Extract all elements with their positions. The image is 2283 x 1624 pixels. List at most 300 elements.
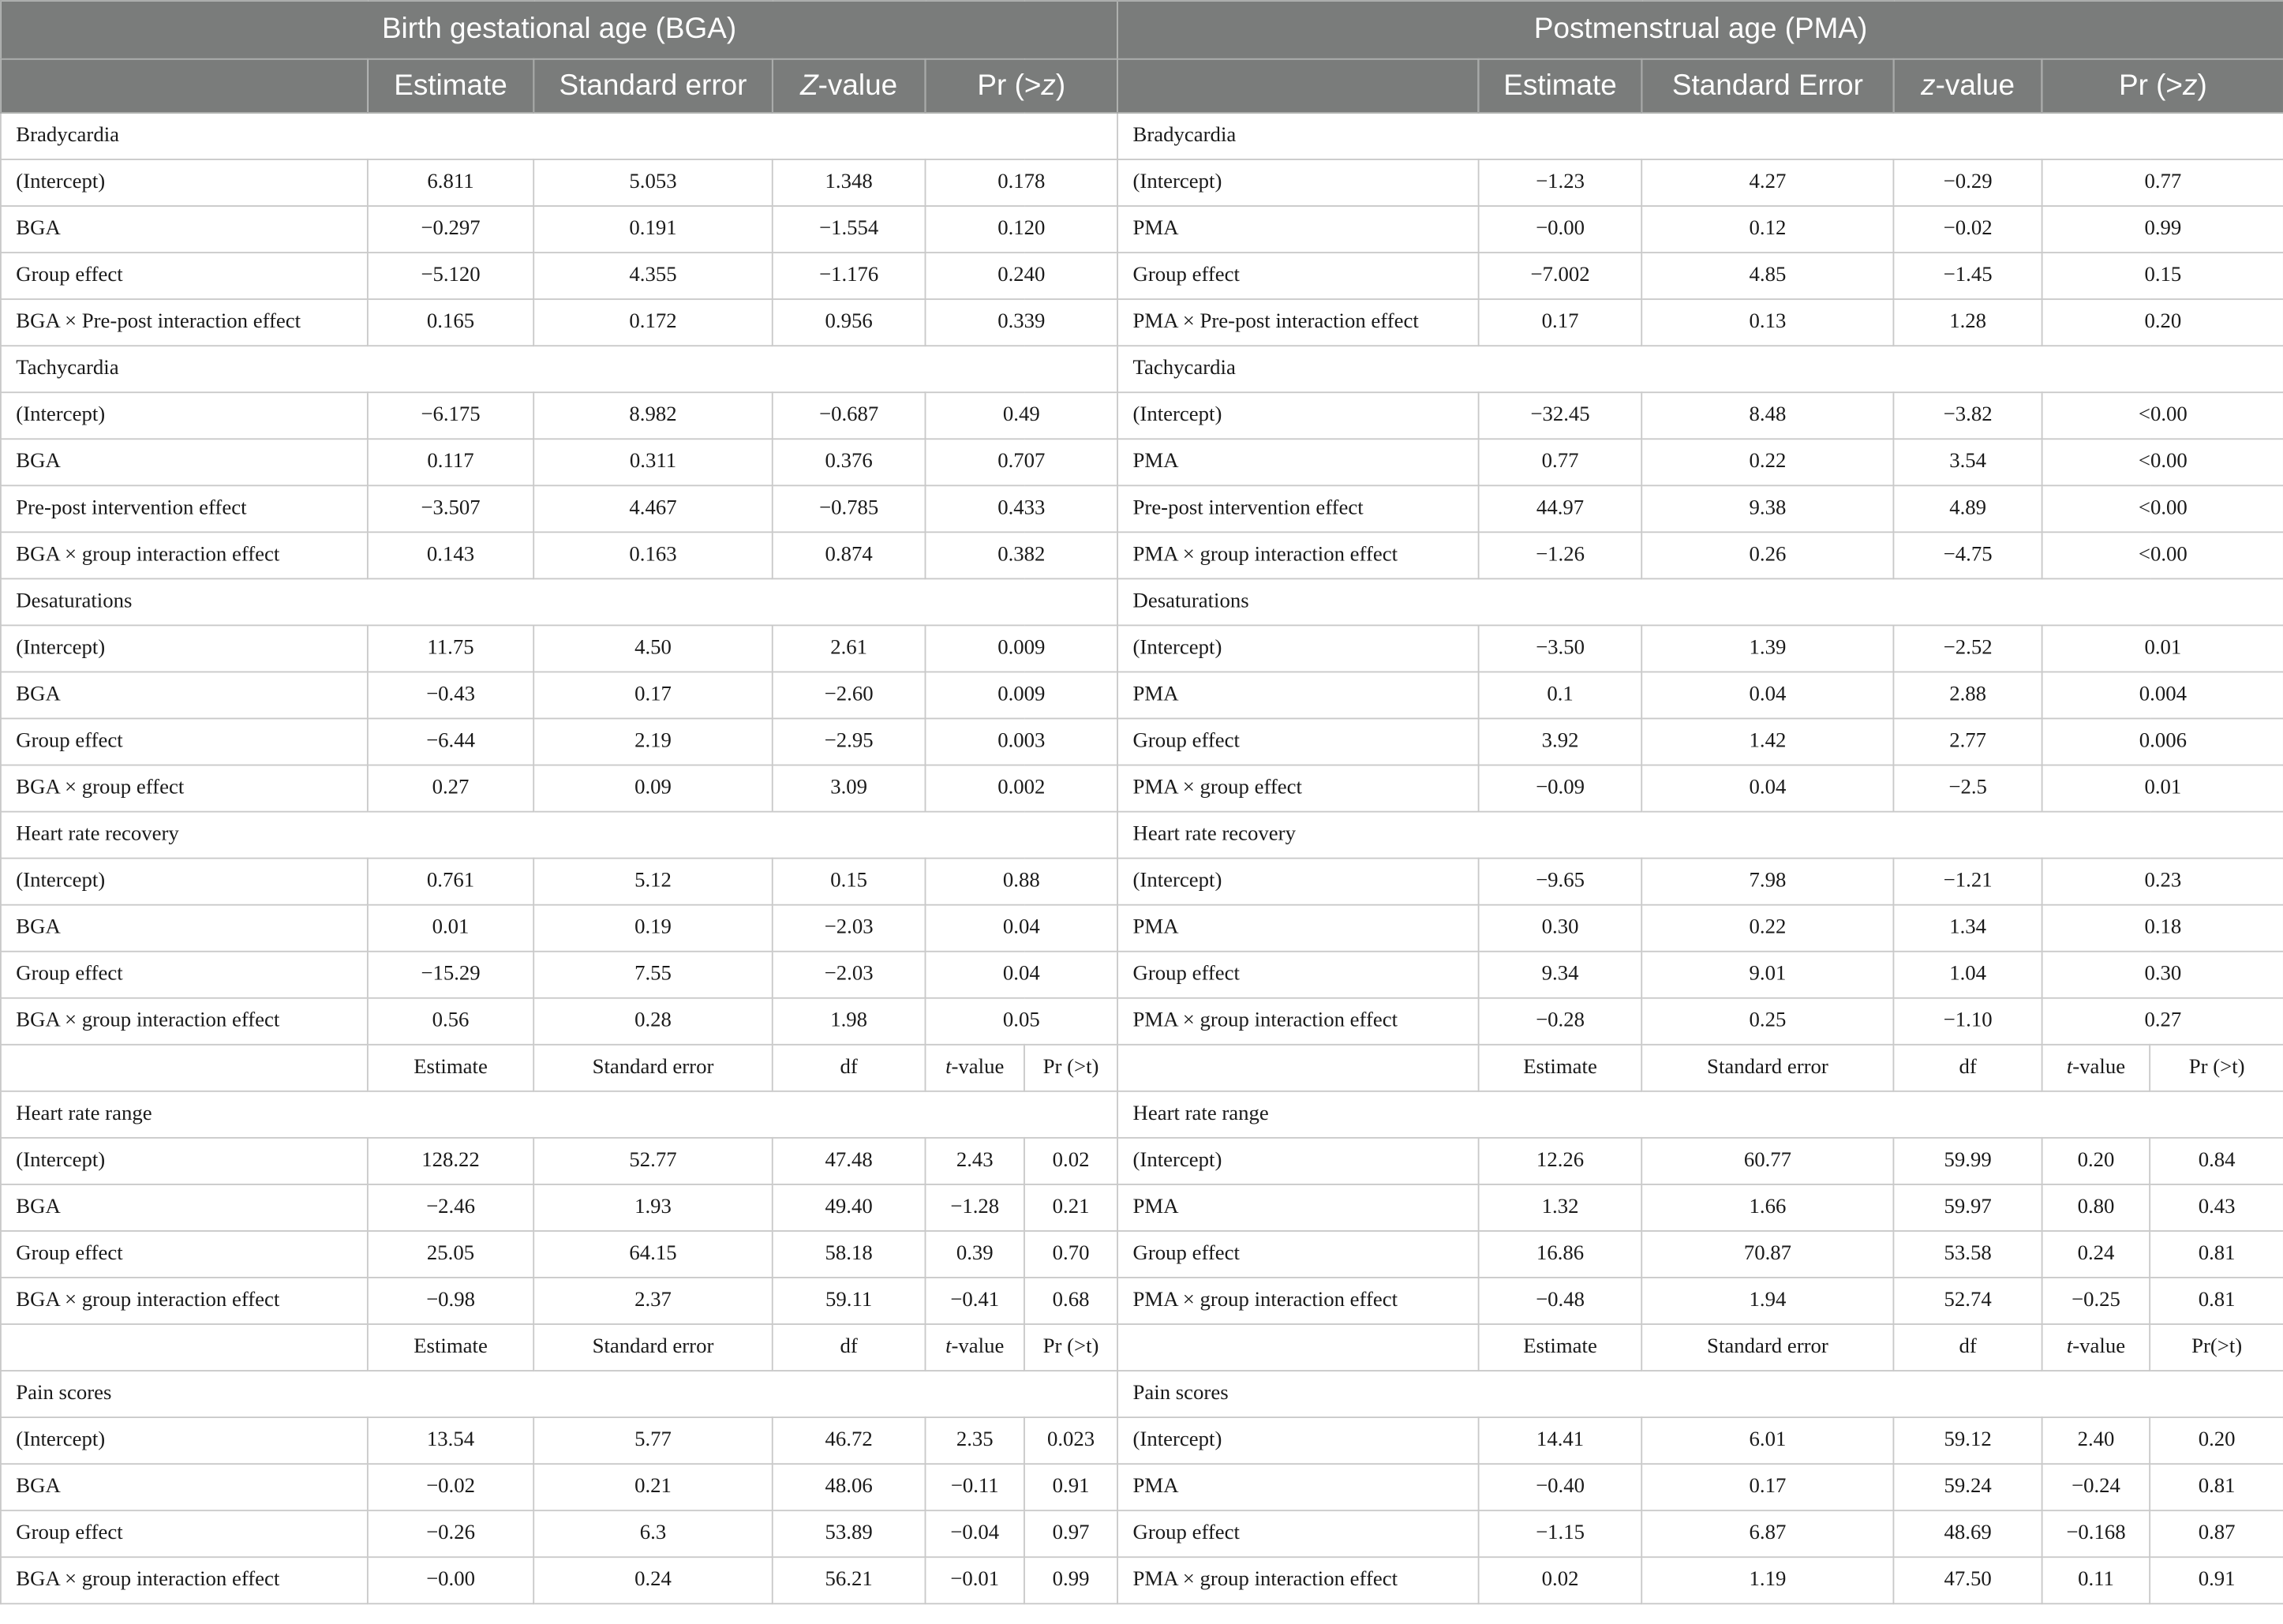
- p-value-left: 0.003: [925, 719, 1117, 765]
- p-value-left: 0.88: [925, 859, 1117, 905]
- p-value-left: 0.009: [925, 672, 1117, 718]
- sub-header-df-left: df: [773, 1045, 926, 1091]
- term-label-left: BGA × group interaction effect: [1, 998, 368, 1045]
- term-label-right: (Intercept): [1117, 859, 1479, 905]
- z-value-left: 3.09: [773, 765, 926, 812]
- z-value-right: 1.04: [1894, 952, 2042, 998]
- z-value-left: 0.376: [773, 439, 926, 485]
- z-value-left: 0.956: [773, 299, 926, 346]
- estimate-right: 12.26: [1479, 1138, 1642, 1184]
- sub-header-blank-right: [1117, 1324, 1479, 1371]
- estimate-left: −0.02: [368, 1464, 533, 1510]
- sub-header-df-left: df: [773, 1324, 926, 1371]
- sub-header-row: [1, 1045, 2283, 1091]
- estimate-left: 0.56: [368, 998, 533, 1045]
- section-title-right: Heart rate recovery: [1117, 812, 2283, 859]
- z-value-left: −2.60: [773, 672, 926, 718]
- std-error-left: 2.37: [533, 1278, 773, 1324]
- table-row: [1, 952, 2283, 998]
- std-error-left: 0.28: [533, 998, 773, 1045]
- header-col-estimate-right: Estimate: [1479, 59, 1642, 113]
- t-value-left: −0.04: [925, 1510, 1024, 1557]
- df-left: 58.18: [773, 1231, 926, 1278]
- std-error-left: 0.191: [533, 206, 773, 253]
- z-value-right: 4.89: [1894, 485, 2042, 532]
- df-right: 59.12: [1894, 1417, 2042, 1464]
- p-value-right: 0.01: [2042, 625, 2283, 672]
- p-value-right: 0.43: [2150, 1184, 2283, 1231]
- estimate-left: 128.22: [368, 1138, 533, 1184]
- t-value-right: −0.25: [2042, 1278, 2150, 1324]
- p-value-left: 0.382: [925, 532, 1117, 578]
- df-left: 59.11: [773, 1278, 926, 1324]
- table-row: [1, 859, 2283, 905]
- std-error-right: 4.85: [1641, 253, 1893, 299]
- std-error-left: 4.467: [533, 485, 773, 532]
- term-label-right: PMA: [1117, 206, 1479, 253]
- t-value-left: −0.41: [925, 1278, 1024, 1324]
- df-right: 48.69: [1894, 1510, 2042, 1557]
- z-value-right: 1.34: [1894, 905, 2042, 952]
- table-row: [1, 998, 2283, 1045]
- term-label-left: BGA: [1, 206, 368, 253]
- z-value-left: 0.874: [773, 532, 926, 578]
- header-col-zvalue-left: Z-value: [773, 59, 926, 113]
- p-value-left: 0.97: [1024, 1510, 1117, 1557]
- sub-header-blank-left: [1, 1045, 368, 1091]
- p-value-right: 0.87: [2150, 1510, 2283, 1557]
- p-value-left: 0.023: [1024, 1417, 1117, 1464]
- std-error-left: 1.93: [533, 1184, 773, 1231]
- table-row: [1, 439, 2283, 485]
- p-value-left: 0.05: [925, 998, 1117, 1045]
- z-value-right: 1.28: [1894, 299, 2042, 346]
- p-value-right: 0.84: [2150, 1138, 2283, 1184]
- header-blank-right: [1117, 59, 1479, 113]
- estimate-left: 13.54: [368, 1417, 533, 1464]
- term-label-left: (Intercept): [1, 625, 368, 672]
- df-left: 47.48: [773, 1138, 926, 1184]
- std-error-right: 1.39: [1641, 625, 1893, 672]
- std-error-right: 1.42: [1641, 719, 1893, 765]
- p-value-left: 0.68: [1024, 1278, 1117, 1324]
- term-label-right: PMA × group interaction effect: [1117, 998, 1479, 1045]
- estimate-left: −2.46: [368, 1184, 533, 1231]
- estimate-right: 0.30: [1479, 905, 1642, 952]
- header-col-p-left: Pr (>z): [925, 59, 1117, 113]
- p-value-right: 0.20: [2150, 1417, 2283, 1464]
- term-label-right: PMA × Pre-post interaction effect: [1117, 299, 1479, 346]
- p-value-left: 0.70: [1024, 1231, 1117, 1278]
- term-label-left: BGA: [1, 672, 368, 718]
- std-error-right: 7.98: [1641, 859, 1893, 905]
- term-label-right: PMA: [1117, 1184, 1479, 1231]
- table-row: [1, 299, 2283, 346]
- table-row: [1, 253, 2283, 299]
- std-error-right: 9.01: [1641, 952, 1893, 998]
- term-label-left: Group effect: [1, 1231, 368, 1278]
- table-body: [1, 113, 2283, 1603]
- std-error-left: 52.77: [533, 1138, 773, 1184]
- header-blank-left: [1, 59, 368, 113]
- estimate-left: 0.143: [368, 532, 533, 578]
- z-value-right: −0.02: [1894, 206, 2042, 253]
- term-label-left: BGA: [1, 905, 368, 952]
- estimate-left: 0.761: [368, 859, 533, 905]
- z-value-right: 3.54: [1894, 439, 2042, 485]
- term-label-right: Group effect: [1117, 719, 1479, 765]
- p-value-right: <0.00: [2042, 485, 2283, 532]
- p-value-left: 0.120: [925, 206, 1117, 253]
- z-value-right: −4.75: [1894, 532, 2042, 578]
- estimate-right: −0.48: [1479, 1278, 1642, 1324]
- section-title-left: Heart rate range: [1, 1091, 1117, 1138]
- std-error-right: 0.25: [1641, 998, 1893, 1045]
- p-value-right: 0.01: [2042, 765, 2283, 812]
- sub-header-std-error-right: Standard error: [1641, 1045, 1893, 1091]
- df-right: 47.50: [1894, 1557, 2042, 1603]
- std-error-right: 1.94: [1641, 1278, 1893, 1324]
- term-label-right: Pre-post intervention effect: [1117, 485, 1479, 532]
- z-value-left: −2.03: [773, 952, 926, 998]
- z-value-left: −1.554: [773, 206, 926, 253]
- std-error-left: 5.77: [533, 1417, 773, 1464]
- table-row: [1, 392, 2283, 439]
- term-label-left: BGA × Pre-post interaction effect: [1, 299, 368, 346]
- std-error-right: 6.01: [1641, 1417, 1893, 1464]
- estimate-left: 0.01: [368, 905, 533, 952]
- std-error-right: 1.19: [1641, 1557, 1893, 1603]
- term-label-right: PMA: [1117, 672, 1479, 718]
- header-row-top: [1, 1, 2283, 59]
- t-value-right: −0.24: [2042, 1464, 2150, 1510]
- estimate-right: 1.32: [1479, 1184, 1642, 1231]
- table-row: [1, 1510, 2283, 1557]
- std-error-left: 2.19: [533, 719, 773, 765]
- table-row: [1, 1184, 2283, 1231]
- p-value-right: 0.99: [2042, 206, 2283, 253]
- table-row: [1, 1464, 2283, 1510]
- std-error-right: 0.22: [1641, 439, 1893, 485]
- estimate-left: 11.75: [368, 625, 533, 672]
- estimate-right: 0.02: [1479, 1557, 1642, 1603]
- term-label-left: (Intercept): [1, 1417, 368, 1464]
- sub-header-blank-left: [1, 1324, 368, 1371]
- std-error-right: 0.22: [1641, 905, 1893, 952]
- sub-header-std-error-left: Standard error: [533, 1045, 773, 1091]
- sub-header-p-value-right: Pr (>t): [2150, 1045, 2283, 1091]
- term-label-left: Group effect: [1, 952, 368, 998]
- term-label-left: Group effect: [1, 719, 368, 765]
- t-value-right: 2.40: [2042, 1417, 2150, 1464]
- table-row: [1, 1278, 2283, 1324]
- t-value-right: 0.80: [2042, 1184, 2150, 1231]
- term-label-left: BGA × group interaction effect: [1, 1278, 368, 1324]
- table-row: [1, 765, 2283, 812]
- section-title-left: Pain scores: [1, 1371, 1117, 1417]
- t-value-right: −0.168: [2042, 1510, 2150, 1557]
- estimate-right: −7.002: [1479, 253, 1642, 299]
- p-value-right: 0.81: [2150, 1278, 2283, 1324]
- std-error-left: 5.053: [533, 159, 773, 206]
- std-error-left: 0.311: [533, 439, 773, 485]
- p-value-right: 0.81: [2150, 1231, 2283, 1278]
- std-error-right: 0.04: [1641, 672, 1893, 718]
- header-row-columns: [1, 59, 2283, 113]
- p-value-right: <0.00: [2042, 532, 2283, 578]
- p-value-left: 0.339: [925, 299, 1117, 346]
- sub-header-t-value-right: t-value: [2042, 1045, 2150, 1091]
- p-value-left: 0.178: [925, 159, 1117, 206]
- t-value-left: −1.28: [925, 1184, 1024, 1231]
- df-left: 56.21: [773, 1557, 926, 1603]
- t-value-left: 0.39: [925, 1231, 1024, 1278]
- term-label-left: BGA × group interaction effect: [1, 1557, 368, 1603]
- std-error-right: 0.13: [1641, 299, 1893, 346]
- sub-header-estimate-left: Estimate: [368, 1045, 533, 1091]
- z-value-right: −2.52: [1894, 625, 2042, 672]
- z-value-left: −2.03: [773, 905, 926, 952]
- term-label-left: Pre-post intervention effect: [1, 485, 368, 532]
- estimate-right: 0.17: [1479, 299, 1642, 346]
- term-label-right: PMA × group effect: [1117, 765, 1479, 812]
- p-value-left: 0.04: [925, 952, 1117, 998]
- z-value-right: 2.88: [1894, 672, 2042, 718]
- estimate-right: −9.65: [1479, 859, 1642, 905]
- sub-header-std-error-left: Standard error: [533, 1324, 773, 1371]
- t-value-left: −0.01: [925, 1557, 1024, 1603]
- df-left: 49.40: [773, 1184, 926, 1231]
- term-label-left: BGA: [1, 1464, 368, 1510]
- section-title-left: Tachycardia: [1, 346, 1117, 392]
- z-value-left: −0.687: [773, 392, 926, 439]
- table-row: [1, 719, 2283, 765]
- sub-header-p-value-left: Pr (>t): [1024, 1045, 1117, 1091]
- std-error-right: 60.77: [1641, 1138, 1893, 1184]
- std-error-left: 4.355: [533, 253, 773, 299]
- estimate-right: −1.15: [1479, 1510, 1642, 1557]
- t-value-left: 2.35: [925, 1417, 1024, 1464]
- sub-header-blank-right: [1117, 1045, 1479, 1091]
- table-row: [1, 905, 2283, 952]
- table-row: [1, 485, 2283, 532]
- std-error-right: 6.87: [1641, 1510, 1893, 1557]
- df-right: 59.24: [1894, 1464, 2042, 1510]
- estimate-left: −15.29: [368, 952, 533, 998]
- term-label-right: (Intercept): [1117, 1138, 1479, 1184]
- z-value-right: −1.21: [1894, 859, 2042, 905]
- section-title-left: Heart rate recovery: [1, 812, 1117, 859]
- estimate-right: 0.77: [1479, 439, 1642, 485]
- term-label-left: (Intercept): [1, 159, 368, 206]
- z-value-right: −3.82: [1894, 392, 2042, 439]
- std-error-left: 0.21: [533, 1464, 773, 1510]
- section-title-left: Desaturations: [1, 578, 1117, 625]
- term-label-right: PMA: [1117, 439, 1479, 485]
- section-title-row: [1, 346, 2283, 392]
- df-right: 53.58: [1894, 1231, 2042, 1278]
- estimate-right: −0.28: [1479, 998, 1642, 1045]
- estimate-left: 6.811: [368, 159, 533, 206]
- estimate-right: −1.26: [1479, 532, 1642, 578]
- df-left: 46.72: [773, 1417, 926, 1464]
- estimate-left: 25.05: [368, 1231, 533, 1278]
- section-title-row: [1, 578, 2283, 625]
- p-value-right: 0.23: [2042, 859, 2283, 905]
- term-label-right: Group effect: [1117, 952, 1479, 998]
- p-value-left: 0.240: [925, 253, 1117, 299]
- sub-header-estimate-right: Estimate: [1479, 1324, 1642, 1371]
- p-value-left: 0.49: [925, 392, 1117, 439]
- section-title-right: Heart rate range: [1117, 1091, 2283, 1138]
- term-label-left: BGA: [1, 439, 368, 485]
- p-value-right: 0.004: [2042, 672, 2283, 718]
- term-label-right: PMA: [1117, 1464, 1479, 1510]
- header-col-se-right: Standard Error: [1641, 59, 1893, 113]
- p-value-right: 0.006: [2042, 719, 2283, 765]
- std-error-right: 0.12: [1641, 206, 1893, 253]
- term-label-right: (Intercept): [1117, 159, 1479, 206]
- df-right: 59.97: [1894, 1184, 2042, 1231]
- sub-header-df-right: df: [1894, 1045, 2042, 1091]
- term-label-right: PMA: [1117, 905, 1479, 952]
- estimate-left: −0.43: [368, 672, 533, 718]
- std-error-left: 5.12: [533, 859, 773, 905]
- estimate-right: −1.23: [1479, 159, 1642, 206]
- header-col-se-left: Standard error: [533, 59, 773, 113]
- estimate-left: −0.26: [368, 1510, 533, 1557]
- p-value-left: 0.04: [925, 905, 1117, 952]
- std-error-left: 4.50: [533, 625, 773, 672]
- term-label-left: Group effect: [1, 1510, 368, 1557]
- std-error-left: 6.3: [533, 1510, 773, 1557]
- estimate-left: −6.175: [368, 392, 533, 439]
- std-error-left: 0.163: [533, 532, 773, 578]
- t-value-right: 0.20: [2042, 1138, 2150, 1184]
- sub-header-t-value-right: t-value: [2042, 1324, 2150, 1371]
- estimate-left: −0.00: [368, 1557, 533, 1603]
- header-col-estimate-left: Estimate: [368, 59, 533, 113]
- p-value-right: <0.00: [2042, 392, 2283, 439]
- p-value-left: 0.99: [1024, 1557, 1117, 1603]
- p-value-left: 0.21: [1024, 1184, 1117, 1231]
- df-left: 53.89: [773, 1510, 926, 1557]
- z-value-right: −2.5: [1894, 765, 2042, 812]
- estimate-left: 0.165: [368, 299, 533, 346]
- section-title-right: Tachycardia: [1117, 346, 2283, 392]
- term-label-right: Group effect: [1117, 1231, 1479, 1278]
- p-value-right: <0.00: [2042, 439, 2283, 485]
- std-error-left: 8.982: [533, 392, 773, 439]
- sub-header-t-value-left: t-value: [925, 1045, 1024, 1091]
- term-label-right: PMA × group interaction effect: [1117, 532, 1479, 578]
- sub-header-p-value-left: Pr (>t): [1024, 1324, 1117, 1371]
- std-error-left: 0.19: [533, 905, 773, 952]
- sub-header-df-right: df: [1894, 1324, 2042, 1371]
- std-error-left: 7.55: [533, 952, 773, 998]
- p-value-right: 0.15: [2042, 253, 2283, 299]
- estimate-right: −0.40: [1479, 1464, 1642, 1510]
- p-value-left: 0.707: [925, 439, 1117, 485]
- std-error-right: 8.48: [1641, 392, 1893, 439]
- df-right: 52.74: [1894, 1278, 2042, 1324]
- z-value-left: −1.176: [773, 253, 926, 299]
- z-value-right: −0.29: [1894, 159, 2042, 206]
- p-value-right: 0.77: [2042, 159, 2283, 206]
- sub-header-row: [1, 1324, 2283, 1371]
- t-value-left: 2.43: [925, 1138, 1024, 1184]
- section-title-left: Bradycardia: [1, 113, 1117, 159]
- estimate-left: −0.98: [368, 1278, 533, 1324]
- p-value-left: 0.009: [925, 625, 1117, 672]
- estimate-right: 3.92: [1479, 719, 1642, 765]
- estimate-left: −0.297: [368, 206, 533, 253]
- term-label-right: Group effect: [1117, 253, 1479, 299]
- p-value-left: 0.91: [1024, 1464, 1117, 1510]
- t-value-right: 0.24: [2042, 1231, 2150, 1278]
- term-label-right: Group effect: [1117, 1510, 1479, 1557]
- estimate-left: 0.117: [368, 439, 533, 485]
- p-value-right: 0.30: [2042, 952, 2283, 998]
- term-label-left: BGA: [1, 1184, 368, 1231]
- term-label-left: BGA × group interaction effect: [1, 532, 368, 578]
- p-value-right: 0.18: [2042, 905, 2283, 952]
- z-value-right: −1.10: [1894, 998, 2042, 1045]
- estimate-right: 9.34: [1479, 952, 1642, 998]
- std-error-right: 0.17: [1641, 1464, 1893, 1510]
- t-value-left: −0.11: [925, 1464, 1024, 1510]
- estimate-left: −6.44: [368, 719, 533, 765]
- std-error-right: 0.26: [1641, 532, 1893, 578]
- term-label-left: BGA × group effect: [1, 765, 368, 812]
- header-col-p-right: Pr (>z): [2042, 59, 2283, 113]
- std-error-right: 9.38: [1641, 485, 1893, 532]
- right-group-title: Postmenstrual age (PMA): [1117, 1, 2283, 59]
- table-row: [1, 1417, 2283, 1464]
- section-title-row: [1, 1091, 2283, 1138]
- term-label-right: (Intercept): [1117, 1417, 1479, 1464]
- estimate-right: 0.1: [1479, 672, 1642, 718]
- sub-header-estimate-right: Estimate: [1479, 1045, 1642, 1091]
- section-title-row: [1, 812, 2283, 859]
- table-row: [1, 532, 2283, 578]
- p-value-left: 0.433: [925, 485, 1117, 532]
- table-row: [1, 1138, 2283, 1184]
- section-title-right: Pain scores: [1117, 1371, 2283, 1417]
- std-error-right: 0.04: [1641, 765, 1893, 812]
- left-group-title: Birth gestational age (BGA): [1, 1, 1117, 59]
- sub-header-t-value-left: t-value: [925, 1324, 1024, 1371]
- estimate-right: 16.86: [1479, 1231, 1642, 1278]
- table-row: [1, 672, 2283, 718]
- term-label-left: (Intercept): [1, 859, 368, 905]
- section-title-row: [1, 1371, 2283, 1417]
- std-error-left: 0.172: [533, 299, 773, 346]
- estimate-right: 14.41: [1479, 1417, 1642, 1464]
- z-value-left: 1.348: [773, 159, 926, 206]
- z-value-left: −0.785: [773, 485, 926, 532]
- p-value-left: 0.02: [1024, 1138, 1117, 1184]
- std-error-right: 70.87: [1641, 1231, 1893, 1278]
- estimate-right: −0.00: [1479, 206, 1642, 253]
- p-value-right: 0.20: [2042, 299, 2283, 346]
- table-row: [1, 625, 2283, 672]
- std-error-left: 0.24: [533, 1557, 773, 1603]
- std-error-left: 0.09: [533, 765, 773, 812]
- table-row: [1, 1231, 2283, 1278]
- z-value-left: −2.95: [773, 719, 926, 765]
- term-label-left: Group effect: [1, 253, 368, 299]
